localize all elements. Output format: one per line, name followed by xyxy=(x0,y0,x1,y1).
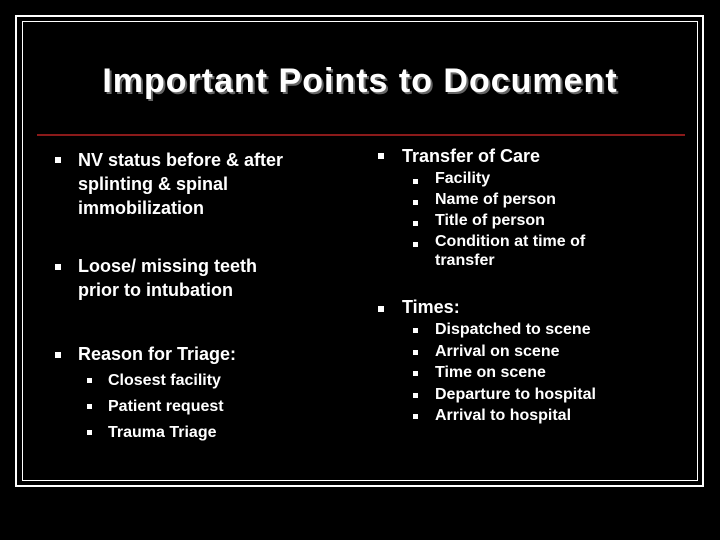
sub-bullet-square-icon xyxy=(413,328,418,333)
triage-item: Trauma Triage xyxy=(108,424,217,441)
triage-item: Patient request xyxy=(108,398,224,415)
bullet-square-icon xyxy=(378,153,384,159)
triage-label: Reason for Triage: xyxy=(78,344,237,364)
times-item: Arrival on scene xyxy=(435,343,560,360)
sub-bullet-square-icon xyxy=(413,221,418,226)
slide-title: Important Points to Document xyxy=(102,62,618,100)
title-divider xyxy=(37,134,685,136)
nv-status-line-2: splinting & spinal xyxy=(78,174,229,194)
sub-bullet-square-icon xyxy=(413,200,418,205)
teeth-line-2: prior to intubation xyxy=(78,280,233,300)
times-label: Times: xyxy=(402,297,460,317)
times-item: Arrival to hospital xyxy=(435,407,572,424)
transfer-item: Title of person xyxy=(435,212,545,229)
bullet-square-icon xyxy=(378,306,384,312)
sub-bullet-square-icon xyxy=(87,430,92,435)
sub-bullet-square-icon xyxy=(413,414,418,419)
triage-item: Closest facility xyxy=(108,372,221,389)
transfer-item-continuation: transfer xyxy=(435,252,495,269)
sub-bullet-square-icon xyxy=(413,242,418,247)
sub-bullet-square-icon xyxy=(413,179,418,184)
sub-bullet-square-icon xyxy=(413,393,418,398)
transfer-item: Facility xyxy=(435,170,491,187)
sub-bullet-square-icon xyxy=(413,350,418,355)
times-item: Departure to hospital xyxy=(435,386,596,403)
bullet-square-icon xyxy=(55,157,61,163)
sub-bullet-square-icon xyxy=(413,371,418,376)
sub-bullet-square-icon xyxy=(87,404,92,409)
nv-status-line-1: NV status before & after xyxy=(78,150,284,170)
transfer-item: Name of person xyxy=(435,191,556,208)
transfer-item: Condition at time of xyxy=(435,233,586,250)
times-item: Dispatched to scene xyxy=(435,321,591,338)
nv-status-line-3: immobilization xyxy=(78,198,204,218)
bullet-square-icon xyxy=(55,352,61,358)
bullet-square-icon xyxy=(55,264,61,270)
teeth-line-1: Loose/ missing teeth xyxy=(78,256,258,276)
sub-bullet-square-icon xyxy=(87,378,92,383)
transfer-label: Transfer of Care xyxy=(402,146,541,166)
times-item: Time on scene xyxy=(435,364,546,381)
